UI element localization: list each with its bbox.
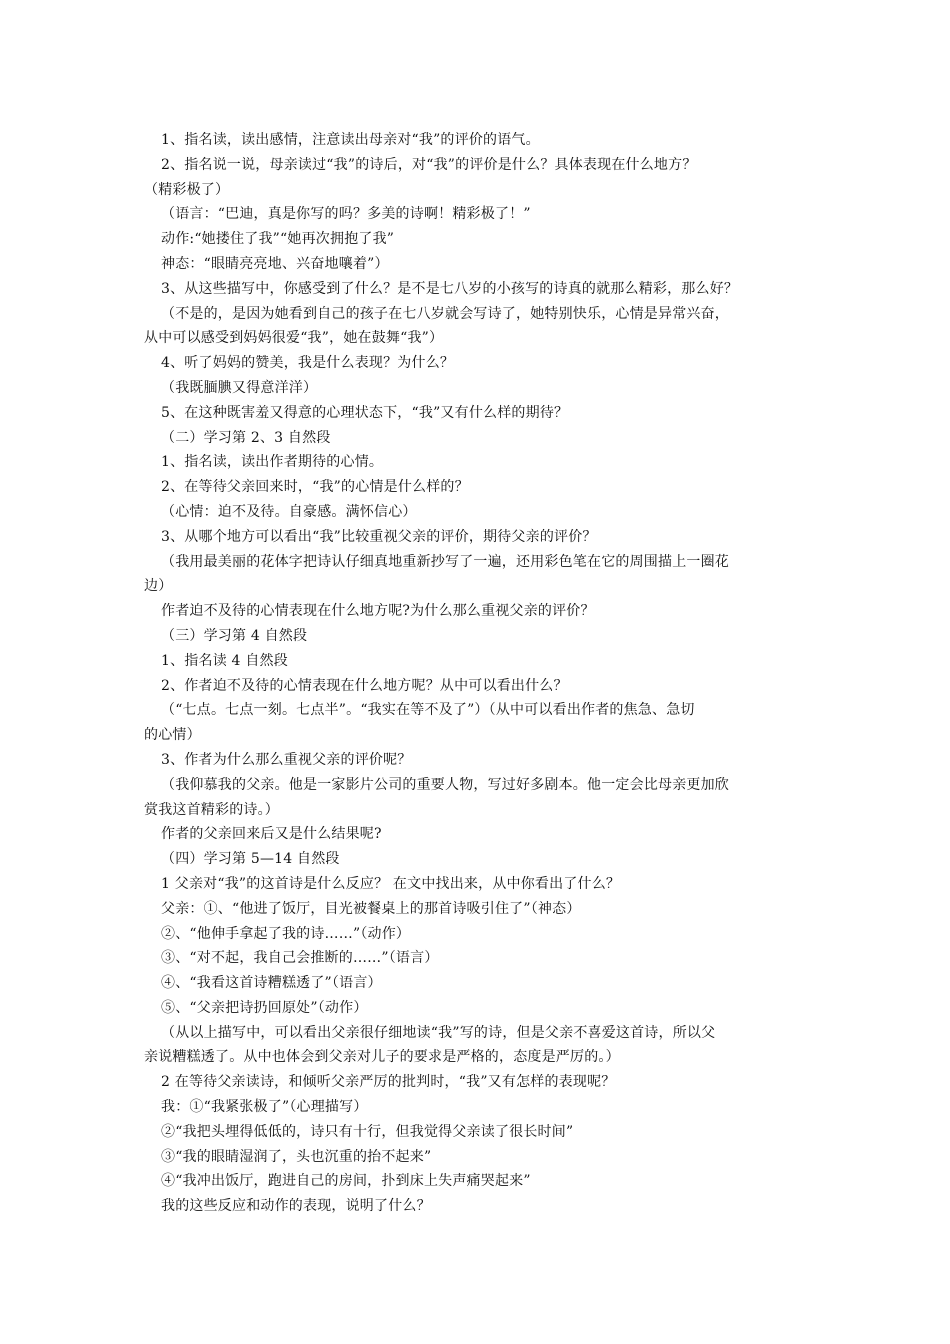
text-line: 3、从这些描写中，你感受到了什么？是不是七八岁的小孩写的诗真的就那么精彩，那么好？ bbox=[161, 280, 739, 297]
text-line: 神态：“眼睛亮亮地、兴奋地嚷着”） bbox=[161, 255, 389, 272]
text-line: ④、“我看这首诗糟糕透了”（语言） bbox=[161, 975, 382, 992]
text-line: ③、“对不起，我自己会推断的……”（语言） bbox=[161, 950, 439, 967]
text-line: 我的这些反应和动作的表现，说明了什么？ bbox=[161, 1198, 431, 1215]
text-line: 父亲：①、“他进了饭厅，目光被餐桌上的那首诗吸引住了”（神态） bbox=[161, 900, 581, 917]
text-line: 3、作者为什么那么重视父亲的评价呢？ bbox=[161, 751, 412, 768]
text-line: 2、在等待父亲回来时，“我”的心情是什么样的？ bbox=[161, 479, 469, 496]
text-line: （二）学习第 2、3 自然段 bbox=[161, 429, 331, 446]
text-line: 2、指名说一说，母亲读过“我”的诗后，对“我”的评价是什么？具体表现在什么地方？ bbox=[161, 156, 697, 173]
text-line: ⑤、“父亲把诗扔回原处”（动作） bbox=[161, 999, 368, 1016]
text-line: 作者迫不及待的心情表现在什么地方呢?为什么那么重视父亲的评价？ bbox=[161, 603, 595, 620]
text-line: ④“我冲出饭厅，跑进自己的房间，扑到床上失声痛哭起来” bbox=[161, 1173, 531, 1190]
text-line: 的心情） bbox=[144, 727, 201, 744]
text-line: 2、作者迫不及待的心情表现在什么地方呢？从中可以看出什么？ bbox=[161, 677, 568, 694]
text-line: （我既腼腆又得意洋洋） bbox=[161, 379, 318, 396]
text-line: 亲说糟糕透了。从中也体会到父亲对儿子的要求是严格的，态度是严厉的。） bbox=[144, 1049, 620, 1066]
text-line: （三）学习第 4 自然段 bbox=[161, 627, 308, 644]
document-body bbox=[144, 128, 808, 1219]
text-line: 作者的父亲回来后又是什么结果呢? bbox=[161, 826, 382, 843]
text-line: （“七点。七点一刻。七点半”。“我实在等不及了”）（从中可以看出作者的焦急、急切 bbox=[161, 702, 695, 719]
text-line: 1、指名读，读出作者期待的心情。 bbox=[161, 454, 384, 471]
text-line: （语言：“巴迪，真是你写的吗？多美的诗啊！精彩极了！” bbox=[161, 206, 531, 223]
text-line: 我：①“我紧张极了”（心理描写） bbox=[161, 1099, 368, 1116]
text-line: 4、听了妈妈的赞美，我是什么表现？为什么？ bbox=[161, 355, 455, 372]
text-line: 2 在等待父亲读诗，和倾听父亲严厉的批判时，“我”又有怎样的表现呢？ bbox=[161, 1074, 616, 1091]
text-line: （从以上描写中，可以看出父亲很仔细地读“我”写的诗，但是父亲不喜爱这首诗，所以父 bbox=[161, 1024, 716, 1041]
text-line: 从中可以感受到妈妈很爱“我”，她在鼓舞“我”） bbox=[144, 330, 444, 347]
text-line: （不是的，是因为她看到自己的孩子在七八岁就会写诗了，她特别快乐，心情是异常兴奋， bbox=[161, 305, 729, 322]
text-line: （我仰慕我的父亲。他是一家影片公司的重要人物，写过好多剧本。他一定会比母亲更加欣 bbox=[161, 776, 729, 793]
text-line: （四）学习第 5—14 自然段 bbox=[161, 851, 340, 868]
text-line: 动作:“她搂住了我”“她再次拥抱了我” bbox=[161, 231, 395, 248]
text-line: 赏我这首精彩的诗。） bbox=[144, 801, 279, 818]
text-line: ②“我把头埋得低低的，诗只有十行，但我觉得父亲读了很长时间” bbox=[161, 1123, 574, 1140]
text-line: 1 父亲对“我”的这首诗是什么反应？ 在文中找出来，从中你看出了什么？ bbox=[161, 875, 621, 892]
text-line: （精彩极了） bbox=[144, 181, 230, 198]
text-line: （我用最美丽的花体字把诗认仔细真地重新抄写了一遍，还用彩色笔在它的周围描上一圈花 bbox=[161, 553, 729, 570]
text-line: 1、指名读 4 自然段 bbox=[161, 652, 288, 669]
text-line: 边） bbox=[144, 578, 173, 595]
text-line: ②、“他伸手拿起了我的诗……”（动作） bbox=[161, 925, 411, 942]
text-line: 3、从哪个地方可以看出“我”比较重视父亲的评价，期待父亲的评价？ bbox=[161, 528, 597, 545]
text-line: ③“我的眼睛湿润了，头也沉重的抬不起来” bbox=[161, 1148, 432, 1165]
text-line: （心情：迫不及待。自豪感。满怀信心） bbox=[161, 503, 417, 520]
text-line: 1、指名读，读出感情，注意读出母亲对“我”的评价的语气。 bbox=[161, 132, 540, 148]
text-line: 5、在这种既害羞又得意的心理状态下，“我”又有什么样的期待？ bbox=[161, 404, 569, 421]
